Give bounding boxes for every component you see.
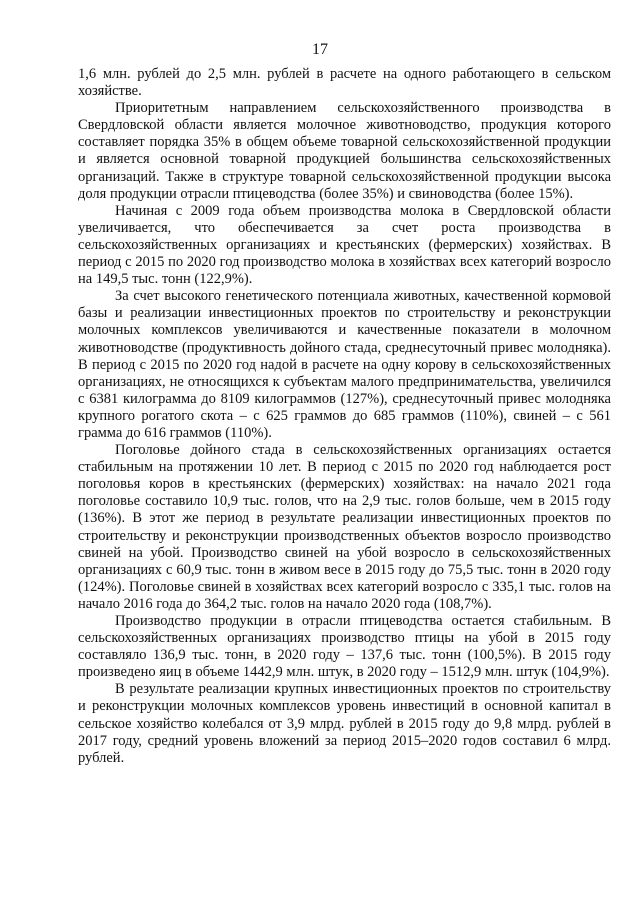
paragraph-livestock-herd: Поголовье дойного стада в сельскохозяйственных организациях остается стабильным на протяжении 10 лет. В период с 2015 по 2020 год наблюдается рост поголовья коров в крестьянских (фермерских) хозяйствах: на начало 2021 года поголовье составило 10,9 тыс. голов, что на 2,9 тыс. голов больше, чем в 2015 году (136%). В этот же период в результате реализации инвестиционных проектов по строительству и реконструкции производственных объектов возросло производство свиней на убой. Производство свиней на убой возросло в сельскохозяйственных организациях с 60,9 тыс. тонн в живом весе в 2015 году до 75,5 тыс. тонн в 2020 году (124%). Поголовье свиней в хозяйствах всех категорий возросло с 335,1 тыс. голов на начало 2016 года до 364,2 тыс. голов на начало 2020 года (108,7%). bbox=[78, 442, 611, 612]
paragraph-milk-production: Начиная с 2009 года объем производства молока в Свердловской области увеличивается, что обеспечивается за счет роста производства в сельскохозяйственных организациях и крестьянских (фермерских) хозяйствах. В период с 2015 по 2020 год производство молока в хозяйствах всех категорий возросло на 149,5 тыс. тонн (122,9%). bbox=[78, 202, 611, 288]
document-body bbox=[78, 66, 611, 767]
paragraph-poultry: Производство продукции в отрасли птицеводства остается стабильным. В сельскохозяйственных организациях производство птицы на убой в 2015 году составляло 136,9 тыс. тонн, в 2020 году – 137,6 тыс. тонн (100,5%). В 2015 году произведено яиц в объеме 1442,9 млн. штук, в 2020 году – 1512,9 млн. штук (104,9%). bbox=[78, 613, 611, 681]
paragraph-investments: В результате реализации крупных инвестиционных проектов по строительству и реконструкции молочных комплексов уровень инвестиций в основной капитал в сельское хозяйство колебался от 3,9 млрд. рублей в 2015 году до 9,8 млрд. рублей в 2017 году, средний уровень вложений за период 2015–2020 годов составил 6 млрд. рублей. bbox=[78, 681, 611, 766]
paragraph-genetic-potential: За счет высокого генетического потенциала животных, качественной кормовой базы и реализации инвестиционных проектов по строительству и реконструкции молочных комплексов увеличиваются и качественные показатели в молочном животноводстве (продуктивность дойного стада, среднесуточный привес молодняка). В период с 2015 по 2020 год надой в расчете на одну корову в сельскохозяйственных организациях, не относящихся к субъектам малого предпринимательства, увеличился с 6381 килограмма до 8109 килограммов (127%), среднесуточный привес молодняка крупного рогатого скота – с 625 граммов до 685 граммов (110%), свиней – с 561 грамма до 616 граммов (110%). bbox=[78, 288, 611, 441]
paragraph-continuation: 1,6 млн. рублей до 2,5 млн. рублей в расчете на одного работающего в сельском хозяйстве. bbox=[78, 66, 611, 100]
paragraph-dairy-priority: Приоритетным направлением сельскохозяйственного производства в Свердловской области является молочное животноводство, продукция которого составляет порядка 35% в общем объеме товарной сельскохозяйственной продукции и является основной товарной продукцией большинства сельскохозяйственных организаций. Также в структуре товарной сельскохозяйственной продукции высока доля продукции отрасли птицеводства (более 35%) и свиноводства (более 15%). bbox=[78, 100, 611, 202]
page-number: 17 bbox=[312, 41, 328, 58]
